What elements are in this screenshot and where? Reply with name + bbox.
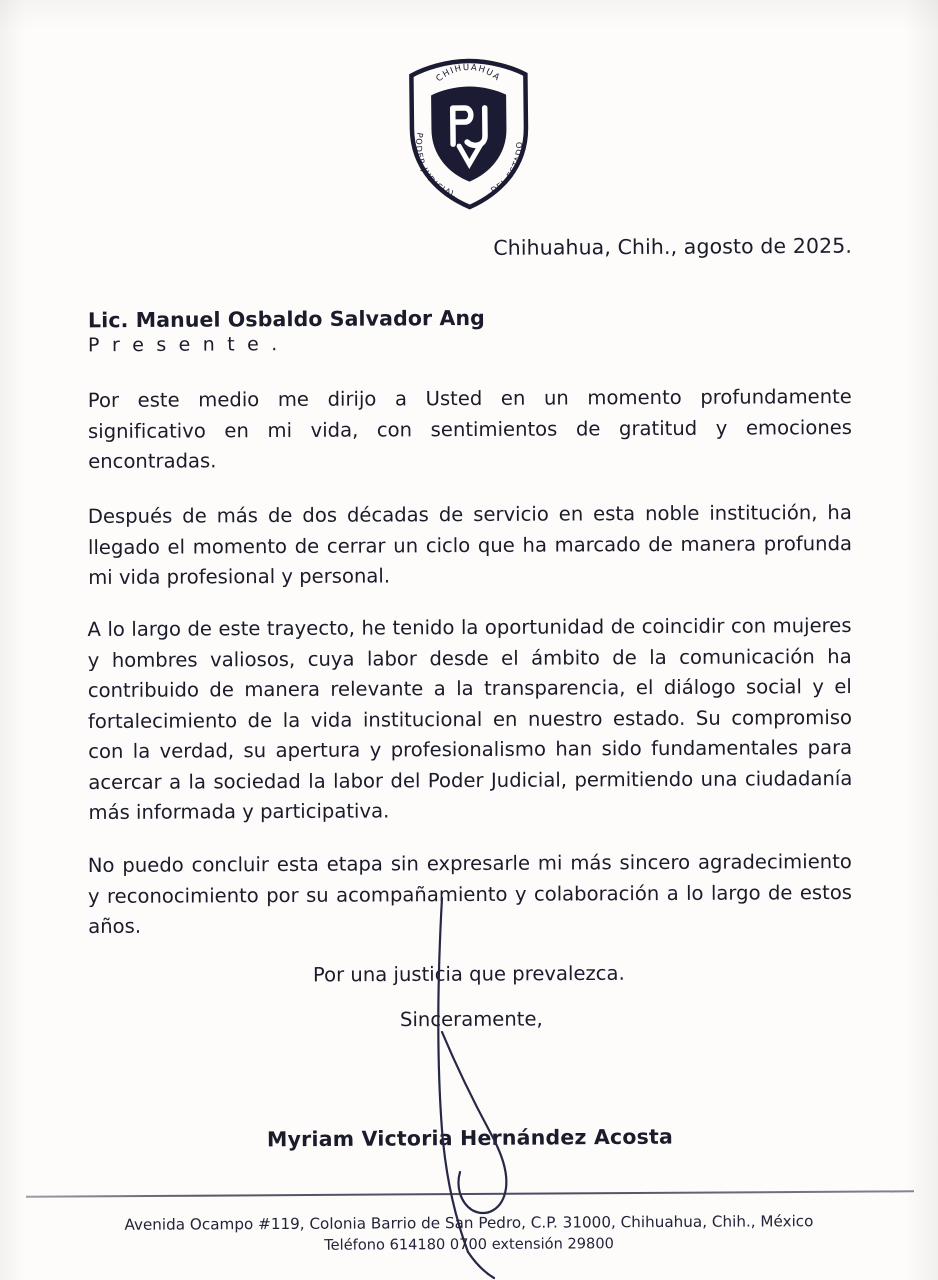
crest-container bbox=[0, 58, 938, 210]
footer bbox=[0, 1210, 938, 1259]
signer-name: Myriam Victoria Hernández Acosta bbox=[266, 1124, 674, 1152]
paragraph-1: Por este medio me dirijo a Usted en un momento profundamente significativo en mi vida, con sentimientos de gratitud y emociones encontradas. bbox=[87, 385, 853, 473]
svg-text:DEL ESTADO: DEL ESTADO bbox=[488, 140, 525, 196]
footer-address: Avenida Ocampo #119, Colonia Barrio de San Pedro, C.P. 31000, Chihuahua, Chih., México bbox=[124, 1212, 814, 1234]
judicial-crest-icon bbox=[402, 57, 536, 210]
letter-body bbox=[87, 233, 853, 1152]
svg-text:PODER JUDICIAL: PODER JUDICIAL bbox=[413, 131, 458, 200]
sincerely-line: Sinceramente, bbox=[399, 1007, 543, 1032]
svg-text:CHIHUAHUA: CHIHUAHUA bbox=[434, 62, 503, 85]
paragraph-3: A lo largo de este trayecto, he tenido la oportunidad de coincidir con mujeres y hombres valiosos, cuya labor desde el ámbito de la comunicación ha contribuido de manera relevante a la transparencia, el diálogo social y el fortalecimiento de la vida institucional en nuestro estado. Su compromiso con la verdad, su apertura y profesionalismo han sido fundamentales para acercar a la sociedad la labor del Poder Judicial, permitiendo una ciudadanía más informada y participativa. bbox=[87, 614, 853, 824]
addressee-name: Lic. Manuel Osbaldo Salvador Ang bbox=[87, 305, 485, 333]
paragraph-4: No puedo concluir esta etapa sin expresarle mi más sincero agradecimiento y reconocimiento por su acompañamiento y colaboración a lo largo de estos años. bbox=[87, 849, 853, 938]
paragraph-2: Después de más de dos décadas de servicio en esta noble institución, ha llegado el momento de cerrar un ciclo que ha marcado de manera profunda mi vida profesional y personal. bbox=[87, 500, 853, 589]
place-and-date: Chihuahua, Chih., agosto de 2025. bbox=[493, 233, 853, 260]
addressee-salutation: P r e s e n t e . bbox=[87, 333, 281, 357]
footer-divider bbox=[26, 1190, 914, 1197]
closing-line: Por una justicia que prevalezca. bbox=[312, 961, 625, 987]
footer-phone: Teléfono 614180 0700 extensión 29800 bbox=[324, 1235, 614, 1254]
